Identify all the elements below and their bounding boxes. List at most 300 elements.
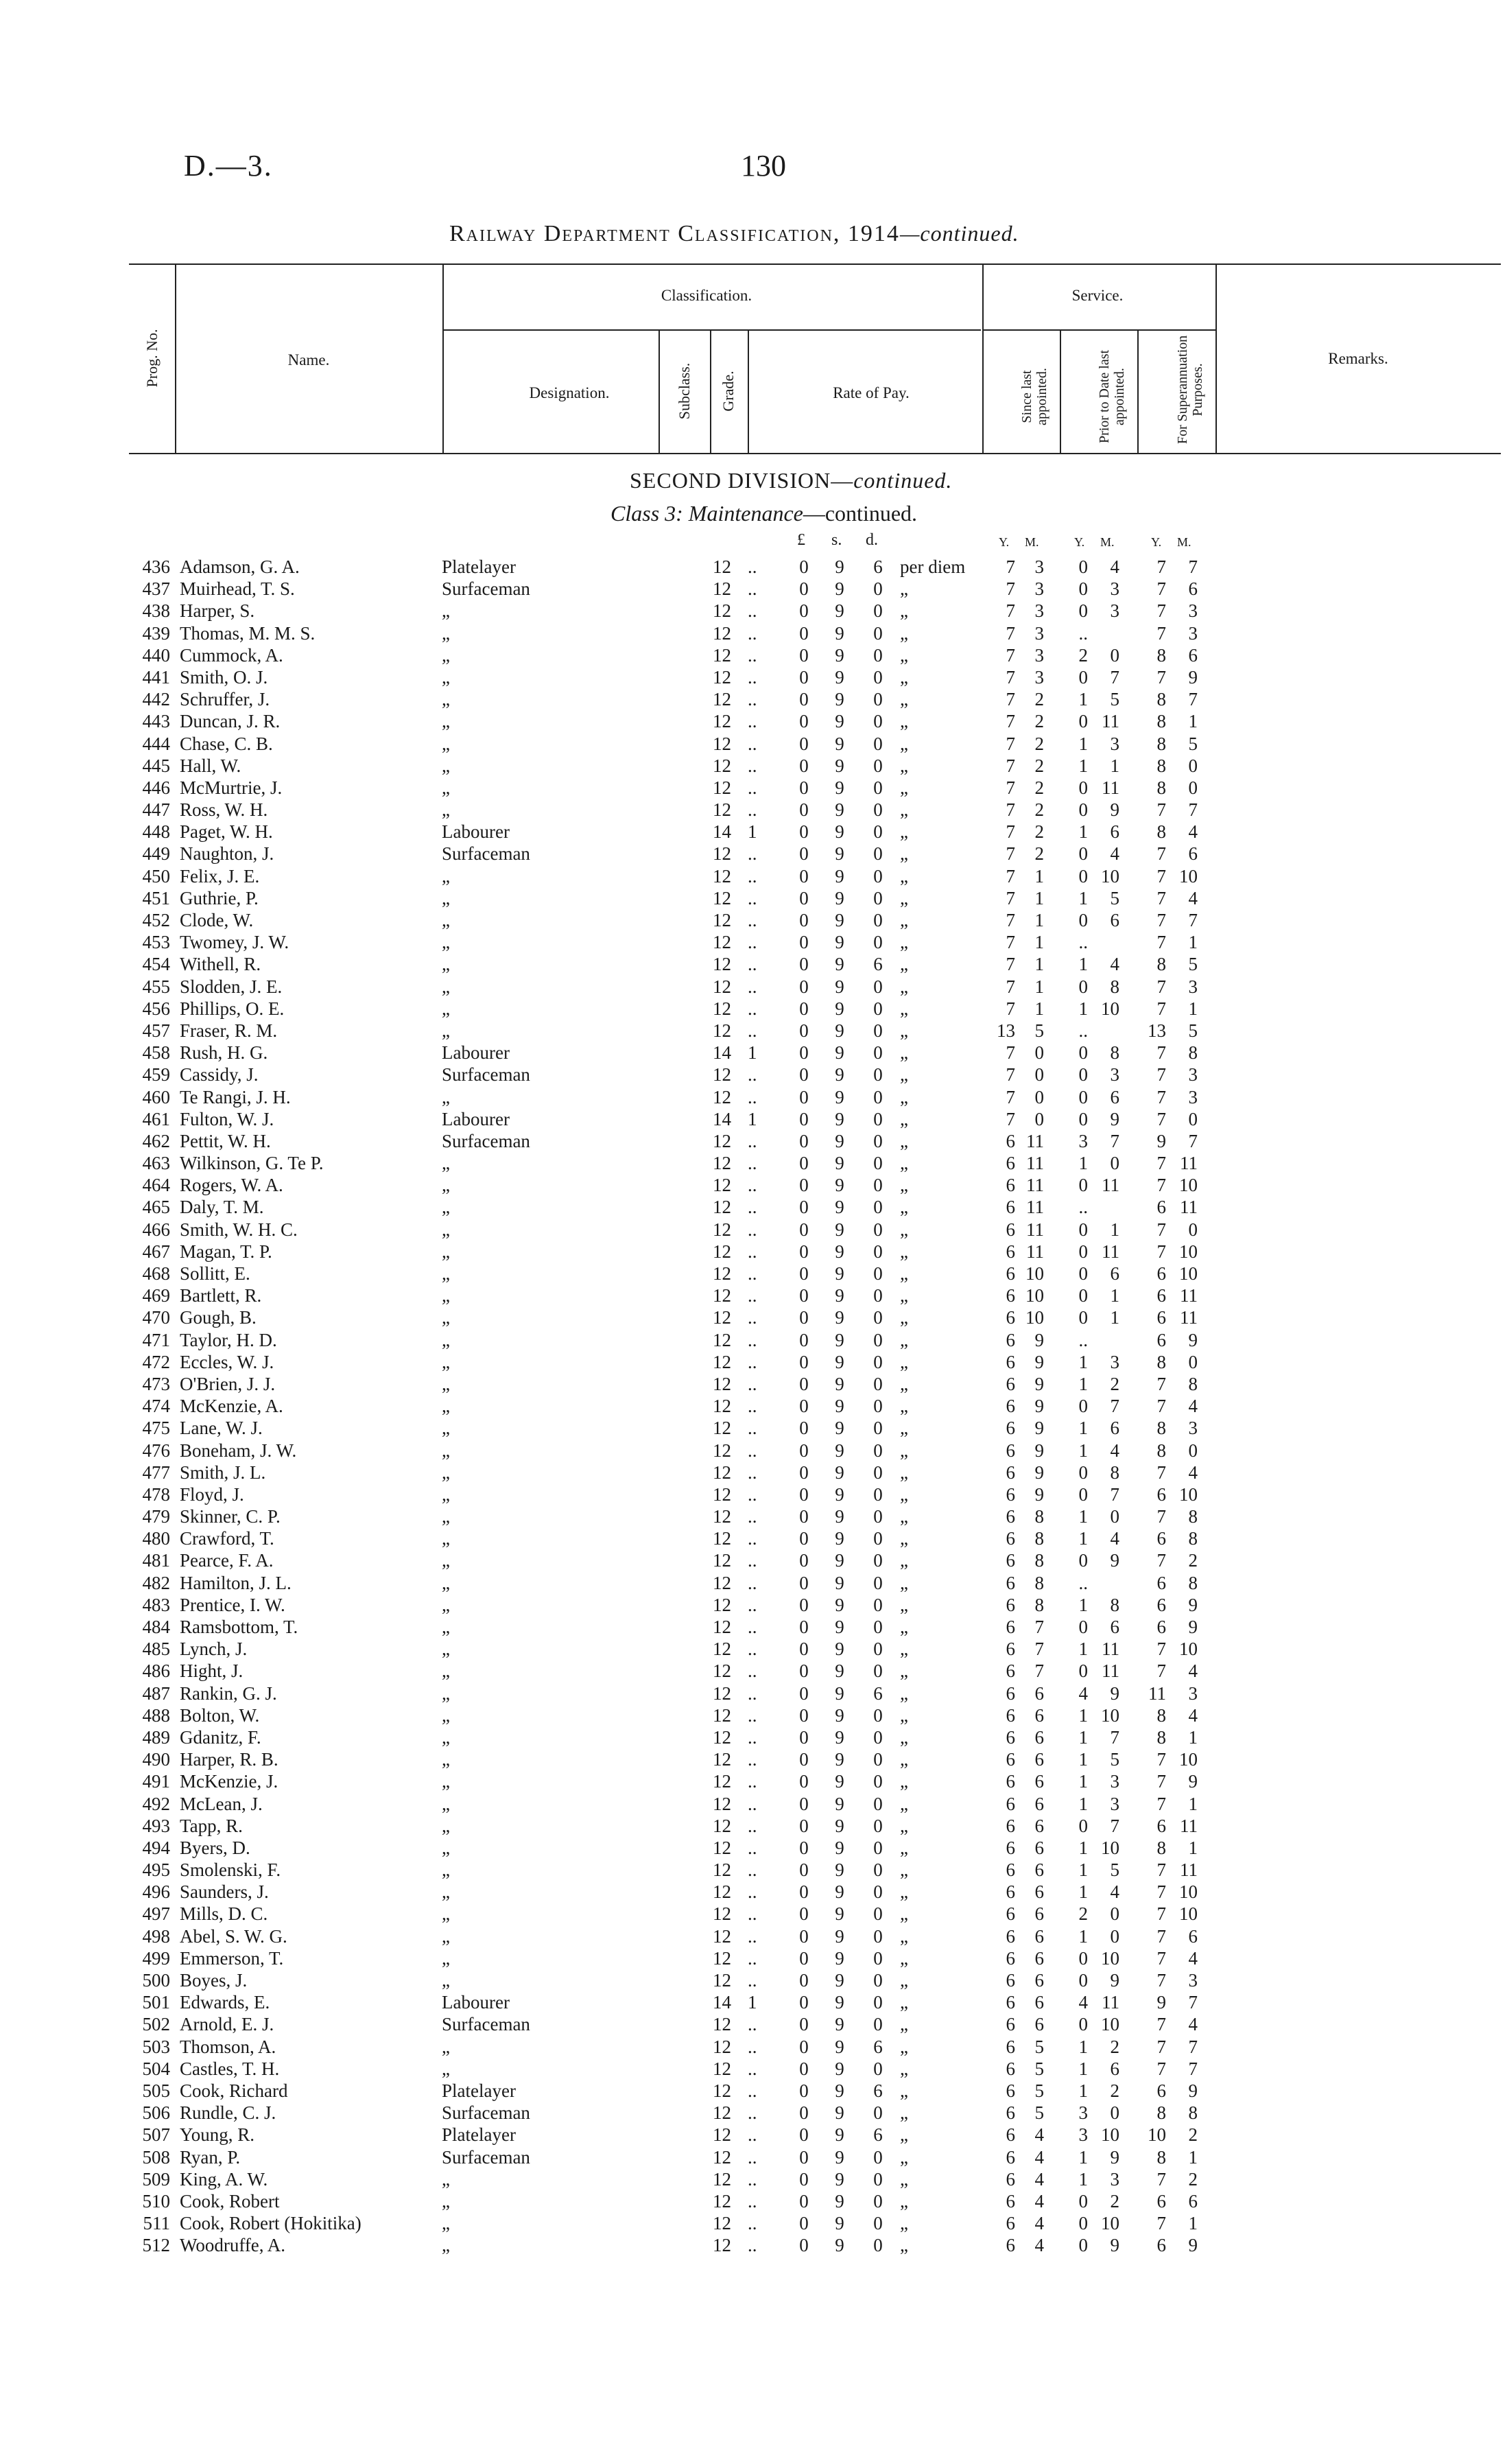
designation: „: [442, 1617, 450, 1637]
grade: 12: [713, 1661, 731, 1682]
super-years: 7: [1156, 1086, 1166, 1107]
since-months: 1: [1034, 887, 1044, 908]
prior-months: 11: [1102, 1992, 1119, 2013]
pay-pence: 0: [873, 578, 883, 600]
employee-name: Sollitt, E.: [180, 1263, 250, 1284]
since-years: 6: [1006, 1903, 1015, 1925]
prog-no: 456: [142, 998, 170, 1019]
pay-shillings: 9: [835, 998, 844, 1019]
grade: 12: [713, 2058, 731, 2079]
designation: „: [442, 622, 450, 644]
grade: 12: [713, 1925, 731, 1947]
designation: Platelayer: [442, 2080, 516, 2101]
prog-no-header: Prog. No.: [143, 329, 161, 388]
prior-years: 0: [1078, 1042, 1088, 1064]
subclass: ..: [748, 1219, 757, 1240]
employee-name: Magan, T. P.: [180, 1241, 272, 1262]
table-row: [0, 1108, 1507, 1130]
pay-period: „: [900, 1947, 908, 1969]
super-years: 7: [1156, 2036, 1166, 2057]
pay-pounds: 0: [799, 1351, 809, 1372]
super-months: 10: [1179, 1881, 1198, 1903]
pay-period: „: [900, 2036, 908, 2057]
grade: 12: [713, 1020, 731, 1041]
since-months: 2: [1034, 777, 1044, 798]
grade: 12: [713, 1528, 731, 1549]
super-months: 9: [1188, 1329, 1198, 1350]
pay-pounds: 0: [799, 954, 809, 975]
pay-pounds: 0: [799, 2213, 809, 2234]
pay-period: „: [900, 644, 908, 666]
since-months: 6: [1034, 1749, 1044, 1770]
prog-no: 508: [142, 2146, 170, 2168]
pay-pence: 0: [873, 1749, 883, 1770]
pay-pence: 0: [873, 600, 883, 622]
prior-years: 0: [1078, 2014, 1088, 2035]
employee-name: Daly, T. M.: [180, 1197, 264, 1218]
prior-months: 10: [1101, 998, 1119, 1019]
prog-no: 468: [142, 1263, 170, 1284]
pay-shillings: 9: [835, 2146, 844, 2168]
grade: 12: [713, 1197, 731, 1218]
pay-shillings: 9: [835, 2190, 844, 2211]
classification-header: Classification.: [661, 287, 752, 304]
since-months: 10: [1025, 1285, 1044, 1306]
since-months: 5: [1034, 2080, 1044, 2101]
since-years: 7: [1006, 1086, 1015, 1107]
since-months: 2: [1034, 711, 1044, 732]
prior-years: 1: [1078, 1153, 1088, 1174]
employee-name: Rush, H. G.: [180, 1042, 268, 1064]
since-years: 6: [1006, 1859, 1015, 1881]
since-months: 6: [1034, 1726, 1044, 1748]
table-row: [0, 1284, 1507, 1306]
prog-no: 459: [142, 1064, 170, 1086]
pay-period: „: [900, 1815, 908, 1836]
since-months: 4: [1034, 2213, 1044, 2234]
since-years: 6: [1006, 1837, 1015, 1858]
subclass-header: Subclass.: [676, 362, 693, 420]
pay-shillings: 9: [835, 1925, 844, 1947]
name-header: Name.: [287, 351, 330, 368]
super-months: 7: [1188, 2058, 1198, 2079]
pay-pounds: 0: [799, 998, 809, 1019]
grade: 12: [713, 2102, 731, 2124]
table-row: [0, 1373, 1507, 1395]
prior-years: 0: [1078, 1108, 1088, 1129]
prior-years: 1: [1078, 1726, 1088, 1748]
prog-no: 443: [142, 711, 170, 732]
designation: Platelayer: [442, 2124, 516, 2146]
employee-name: Schruffer, J.: [180, 689, 270, 710]
since-months: 0: [1034, 1108, 1044, 1129]
since-years: 7: [1006, 1108, 1015, 1129]
employee-name: Ramsbottom, T.: [180, 1617, 298, 1637]
employee-name: Cummock, A.: [180, 644, 283, 666]
since-years: 6: [1006, 1351, 1015, 1372]
since-months: 1: [1034, 865, 1044, 887]
pay-pence: 0: [873, 821, 883, 843]
super-months: 5: [1188, 733, 1198, 754]
prog-no: 492: [142, 1793, 170, 1814]
pay-pounds: 0: [799, 1086, 809, 1107]
pay-shillings: 9: [835, 887, 844, 908]
pay-period: „: [900, 1970, 908, 1991]
since-years: 6: [1006, 1197, 1015, 1218]
pay-period: „: [900, 2213, 908, 2234]
since-years: 7: [1006, 711, 1015, 732]
since-months: 9: [1034, 1440, 1044, 1461]
since-months: 0: [1034, 1064, 1044, 1086]
super-months: 1: [1188, 1726, 1198, 1748]
pay-shillings: 9: [835, 865, 844, 887]
prog-no: 473: [142, 1373, 170, 1394]
prior-months: 11: [1102, 1639, 1119, 1660]
prior-months: 3: [1110, 1793, 1119, 1814]
prog-no: 507: [142, 2124, 170, 2146]
designation: Labourer: [442, 1042, 510, 1064]
prior-years: 1: [1078, 2036, 1088, 2057]
subclass: ..: [748, 1241, 757, 1262]
prior-months: 4: [1110, 843, 1119, 865]
subclass: ..: [748, 1617, 757, 1637]
pay-period: „: [900, 689, 908, 710]
prog-no: 488: [142, 1704, 170, 1726]
division-continued: continued.: [853, 468, 953, 493]
pay-pence: 0: [873, 1219, 883, 1240]
table-row: [0, 1925, 1507, 1947]
since-months: 3: [1034, 578, 1044, 600]
super-months: 7: [1188, 2036, 1198, 2057]
prog-no: 458: [142, 1042, 170, 1064]
prog-no: 437: [142, 578, 170, 600]
designation: „: [442, 755, 450, 776]
designation: „: [442, 2168, 450, 2190]
pay-period: „: [900, 821, 908, 843]
pay-pounds: 0: [799, 887, 809, 908]
super-months: 3: [1188, 1682, 1198, 1704]
shilling-unit: s.: [831, 531, 842, 549]
pay-pounds: 0: [799, 578, 809, 600]
pay-shillings: 9: [835, 711, 844, 732]
since-months: 9: [1034, 1396, 1044, 1417]
super-months: 0: [1188, 1108, 1198, 1129]
prior-months-unit: M.: [1100, 535, 1115, 549]
grade: 12: [713, 843, 731, 865]
super-years: 7: [1156, 1175, 1166, 1196]
employee-name: Skinner, C. P.: [180, 1506, 281, 1527]
pay-shillings: 9: [835, 2168, 844, 2190]
employee-name: Boyes, J.: [180, 1970, 248, 1991]
subclass: ..: [748, 910, 757, 930]
designation: „: [442, 1373, 450, 1394]
for-super-header: For Superannuation Purposes.: [1175, 335, 1205, 445]
subclass: ..: [748, 1197, 757, 1218]
prior-years: 1: [1078, 1771, 1088, 1792]
super-years: 7: [1156, 1947, 1166, 1969]
since-years: 7: [1006, 887, 1015, 908]
table-row: [0, 2234, 1507, 2256]
table-row: [0, 1638, 1507, 1660]
designation: „: [442, 799, 450, 821]
employee-name: Felix, J. E.: [180, 865, 260, 887]
pay-pence: 0: [873, 1462, 883, 1483]
super-years: 6: [1156, 2235, 1166, 2256]
subclass: ..: [748, 2146, 757, 2168]
pay-pounds: 0: [799, 1661, 809, 1682]
prog-no: 475: [142, 1418, 170, 1439]
table-row: [0, 1859, 1507, 1881]
prog-no: 498: [142, 1925, 170, 1947]
table-row: [0, 1793, 1507, 1815]
since-months: 1: [1034, 932, 1044, 953]
since-years: 7: [1006, 755, 1015, 776]
pay-period: „: [900, 711, 908, 732]
prior-months: 4: [1110, 1881, 1119, 1903]
designation: „: [442, 733, 450, 754]
employee-name: Muirhead, T. S.: [180, 578, 295, 600]
pay-pence: 0: [873, 711, 883, 732]
prog-no: 436: [142, 556, 170, 577]
grade: 12: [713, 2213, 731, 2234]
pay-pounds: 0: [799, 1970, 809, 1991]
subclass: 1: [748, 821, 757, 843]
class-continued: —continued.: [803, 501, 918, 526]
super-years: 6: [1156, 1594, 1166, 1615]
table-row: [0, 1947, 1507, 1969]
designation: „: [442, 1925, 450, 1947]
prior-years: 1: [1078, 1440, 1088, 1461]
grade: 12: [713, 1749, 731, 1770]
pay-pounds: 0: [799, 2058, 809, 2079]
pay-shillings: 9: [835, 2235, 844, 2256]
grade: 14: [713, 1108, 731, 1129]
prior-months: 8: [1110, 1594, 1119, 1615]
designation: „: [442, 1020, 450, 1041]
grade: 12: [713, 1130, 731, 1151]
prior-months: 2: [1110, 1373, 1119, 1394]
prog-no: 511: [143, 2213, 170, 2234]
pay-pence: 0: [873, 976, 883, 997]
grade: 12: [713, 1329, 731, 1350]
super-years: 8: [1156, 1704, 1166, 1726]
subclass: ..: [748, 1263, 757, 1284]
super-months: 1: [1188, 932, 1198, 953]
pound-unit: £: [797, 531, 805, 549]
grade: 12: [713, 777, 731, 798]
since-months: 10: [1025, 1263, 1044, 1284]
table-row: [0, 1440, 1507, 1462]
prog-no: 487: [142, 1682, 170, 1704]
pay-period: „: [900, 1617, 908, 1637]
since-months: 3: [1034, 666, 1044, 688]
designation: Labourer: [442, 1108, 510, 1129]
prog-no: 491: [142, 1771, 170, 1792]
since-months: 8: [1034, 1594, 1044, 1615]
prog-no: 474: [142, 1396, 170, 1417]
table-row: [0, 1616, 1507, 1638]
pay-shillings: 9: [835, 1263, 844, 1284]
since-years: 6: [1006, 2146, 1015, 2168]
since-months: 2: [1034, 821, 1044, 843]
pay-pence: 0: [873, 1970, 883, 1991]
since-years: 7: [1006, 1064, 1015, 1086]
grade: 12: [713, 1771, 731, 1792]
pay-period: „: [900, 799, 908, 821]
pay-shillings: 9: [835, 932, 844, 953]
employee-name: Floyd, J.: [180, 1483, 244, 1505]
employee-name: Boneham, J. W.: [180, 1440, 297, 1461]
since-months: 1: [1034, 976, 1044, 997]
super-years: 7: [1156, 1970, 1166, 1991]
prior-years: 1: [1078, 755, 1088, 776]
super-months: 11: [1180, 1153, 1198, 1174]
prior-months: 7: [1110, 1815, 1119, 1836]
pay-pounds: 0: [799, 2080, 809, 2101]
pay-pence: 0: [873, 1661, 883, 1682]
table-row: [0, 843, 1507, 865]
class-heading: [610, 501, 917, 526]
prior-months: 5: [1110, 1859, 1119, 1881]
since-months: 8: [1034, 1528, 1044, 1549]
pay-period: „: [900, 600, 908, 622]
title-continued: —continued.: [899, 221, 1019, 246]
pay-shillings: 9: [835, 1462, 844, 1483]
grade: 12: [713, 1086, 731, 1107]
since-months: 11: [1026, 1130, 1044, 1151]
prog-no: 503: [142, 2036, 170, 2057]
table-row: [0, 953, 1507, 975]
since-years: 6: [1006, 1550, 1015, 1571]
super-months: 3: [1188, 1418, 1198, 1439]
since-years: 6: [1006, 2213, 1015, 2234]
super-years: 7: [1156, 865, 1166, 887]
subclass: ..: [748, 2058, 757, 2079]
table-row: [0, 799, 1507, 821]
since-months: 6: [1034, 1925, 1044, 1947]
pay-period: „: [900, 887, 908, 908]
table-row: [0, 1329, 1507, 1351]
employee-name: McKenzie, J.: [180, 1771, 278, 1792]
super-months: 9: [1188, 1771, 1198, 1792]
prior-months: 5: [1110, 689, 1119, 710]
prog-no: 447: [142, 799, 170, 821]
pay-pounds: 0: [799, 1020, 809, 1041]
prior-years: 0: [1078, 1617, 1088, 1637]
super-years: 7: [1156, 578, 1166, 600]
since-months: 9: [1034, 1351, 1044, 1372]
subclass: ..: [748, 1771, 757, 1792]
pay-pounds: 0: [799, 689, 809, 710]
since-years: 6: [1006, 2235, 1015, 2256]
prior-months: 6: [1110, 1418, 1119, 1439]
pay-pence: 0: [873, 1992, 883, 2013]
pay-pence: 0: [873, 1263, 883, 1284]
super-months: 4: [1188, 821, 1198, 843]
grade: 12: [713, 1064, 731, 1086]
employee-name: Pearce, F. A.: [180, 1550, 274, 1571]
employee-name: Phillips, O. E.: [180, 998, 285, 1019]
pay-shillings: 9: [835, 1881, 844, 1903]
designation: „: [442, 1241, 450, 1262]
grade: 12: [713, 2036, 731, 2057]
super-months: 1: [1188, 1837, 1198, 1858]
prog-no: 500: [142, 1970, 170, 1991]
pay-period: „: [900, 666, 908, 688]
pay-period: „: [900, 1903, 908, 1925]
super-months: 6: [1188, 843, 1198, 865]
designation: „: [442, 1528, 450, 1549]
pay-shillings: 9: [835, 1130, 844, 1151]
super-months: 8: [1188, 1528, 1198, 1549]
subclass: ..: [748, 1726, 757, 1748]
grade: 12: [713, 1351, 731, 1372]
subclass: ..: [748, 2235, 757, 2256]
prior-years: 1: [1078, 1749, 1088, 1770]
since-years: 6: [1006, 1329, 1015, 1350]
designation: „: [442, 1506, 450, 1527]
subclass: ..: [748, 1020, 757, 1041]
designation: „: [442, 1396, 450, 1417]
designation: Surfaceman: [442, 578, 530, 600]
prior-years: 0: [1078, 1241, 1088, 1262]
prior-years: 1: [1078, 821, 1088, 843]
designation: „: [442, 2190, 450, 2211]
table-row: [0, 887, 1507, 909]
table-row: [0, 2080, 1507, 2102]
prior-years: 1: [1078, 1881, 1088, 1903]
prog-no: 504: [142, 2058, 170, 2079]
employee-name: Fulton, W. J.: [180, 1108, 274, 1129]
pay-period: „: [900, 1837, 908, 1858]
designation: „: [442, 1462, 450, 1483]
since-years: 7: [1006, 998, 1015, 1019]
since-months: 6: [1034, 1771, 1044, 1792]
pay-pounds: 0: [799, 1462, 809, 1483]
pay-shillings: 9: [835, 1219, 844, 1240]
pay-shillings: 9: [835, 1793, 844, 1814]
subclass: ..: [748, 2036, 757, 2057]
prior-years: 0: [1078, 777, 1088, 798]
pay-pounds: 0: [799, 1550, 809, 1571]
table-row: [0, 1042, 1507, 1064]
subclass: ..: [748, 1307, 757, 1328]
prior-years: 0: [1078, 1175, 1088, 1196]
pay-pence: 0: [873, 1925, 883, 1947]
prior-years: 1: [1078, 1793, 1088, 1814]
subclass: ..: [748, 1793, 757, 1814]
since-years: 6: [1006, 1992, 1015, 2013]
since-years: 7: [1006, 932, 1015, 953]
pay-pounds: 0: [799, 1594, 809, 1615]
subclass: ..: [748, 2014, 757, 2035]
pay-pounds: 0: [799, 1197, 809, 1218]
prior-months: 6: [1110, 1617, 1119, 1637]
pay-shillings: 9: [835, 1506, 844, 1527]
employee-name: Withell, R.: [180, 954, 261, 975]
prior-years: 0: [1078, 666, 1088, 688]
pay-period: „: [900, 1042, 908, 1064]
since-years: 6: [1006, 1639, 1015, 1660]
pay-pence: 0: [873, 1881, 883, 1903]
prog-no: 479: [142, 1506, 170, 1527]
since-years: 7: [1006, 622, 1015, 644]
prog-no: 454: [142, 954, 170, 975]
super-years: 6: [1156, 1307, 1166, 1328]
super-years: 7: [1156, 666, 1166, 688]
pay-pence: 0: [873, 1020, 883, 1041]
since-years: 7: [1006, 865, 1015, 887]
